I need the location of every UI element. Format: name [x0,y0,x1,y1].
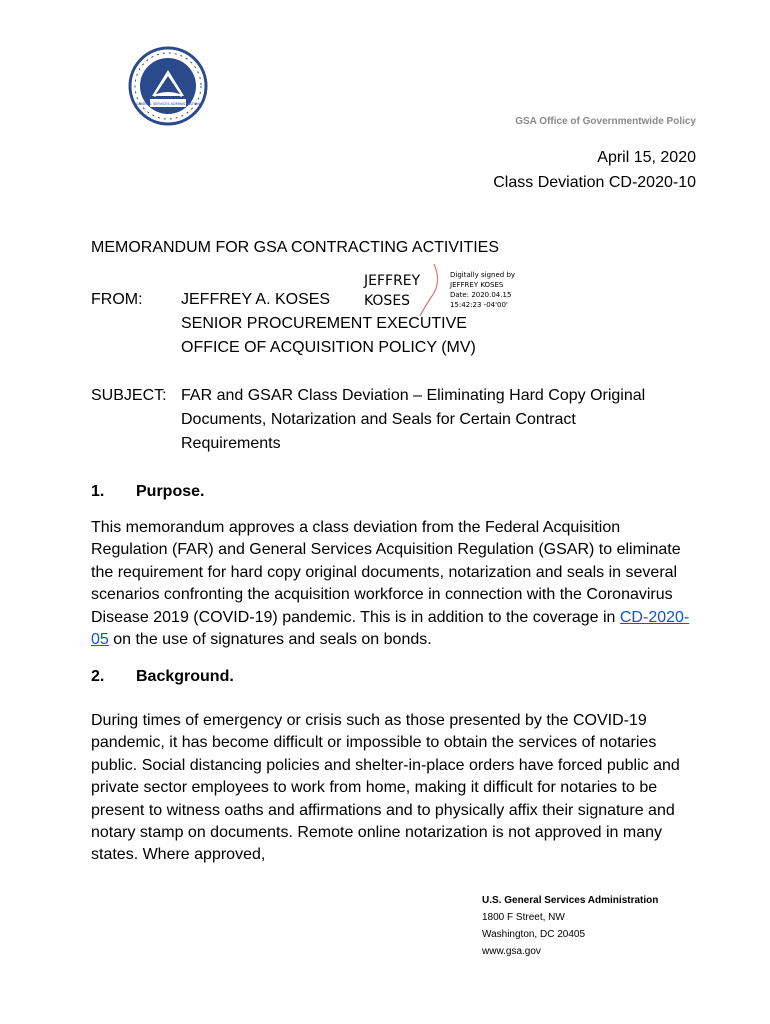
subject-label: SUBJECT: [91,387,167,404]
subject-line: Requirements [181,435,281,452]
cd-2020-05-link[interactable]: CD-2020-05 [91,608,690,649]
footer-city: Washington, DC 20405 [482,929,586,940]
footer-address [482,892,658,960]
subject-line: Documents, Notarization and Seals for Certain Contract [181,411,576,428]
background-paragraph: During times of emergency or crisis such as those presented by the COVID-19 pandemic, it has become difficult or impossible to obtain the services of notaries public. Social distancing policies and shelter-in-place orders have forced public and private sector employees to work from home, making it difficult for notaries to be present to witness oaths and affirmations and to physically affix their signature and notary stamp on documents. Remote online notarization is not approved in many states. Where approved, [91,712,680,864]
footer-org: U.S. General Services Administration [482,895,659,906]
section-number: 1. [91,483,105,500]
section-title: Background. [136,668,234,685]
signature-meta-line: 15:42:23 -04'00' [450,301,508,309]
signature-meta-line: JEFFREY KOSES [450,281,504,289]
memo-recipient: MEMORANDUM FOR GSA CONTRACTING ACTIVITIES [91,239,500,256]
seal-emblem-icon [128,46,208,126]
purpose-paragraph [91,517,701,651]
office-name: GSA Office of Governmentwide Policy [515,116,696,127]
deviation-id: Class Deviation CD-2020-10 [493,174,696,191]
signature-first: JEFFREY [364,273,421,289]
purpose-text-before: This memorandum approves a class deviation from the Federal Acquisition Regulation (FAR) and General Services Acquisition Regulation (GSAR) to eliminate the requirement for hard copy original documents, notarization and seals in several scenarios confronting the acquisition workforce in connection with the Coronavirus Disease 2019 (COVID-19) pandemic. This is in addition to the coverage in [91,519,681,626]
signature-meta-line: Digitally signed by [450,271,516,279]
from-block [181,288,476,360]
purpose-text-after: on the use of signatures and seals on bonds. [108,631,432,649]
from-title: SENIOR PROCUREMENT EXECUTIVE [181,315,467,332]
signature-meta-line: Date: 2020.04.15 [450,291,512,299]
signature-last: KOSES [364,293,411,309]
from-name: JEFFREY A. KOSES [181,291,331,308]
subject-block [181,384,701,456]
section-title: Purpose. [136,483,205,500]
gsa-seal-logo [128,46,208,126]
memo-date: April 15, 2020 [597,149,696,166]
from-office: OFFICE OF ACQUISITION POLICY (MV) [181,339,476,356]
footer-website: www.gsa.gov [482,946,541,957]
section-number: 2. [91,668,105,685]
seal-text: GENERAL SERVICES ADMINISTRATION [136,102,200,106]
from-label: FROM: [91,291,143,308]
subject-line: FAR and GSAR Class Deviation – Eliminating Hard Copy Original [181,387,646,404]
footer-street: 1800 F Street, NW [482,912,565,923]
